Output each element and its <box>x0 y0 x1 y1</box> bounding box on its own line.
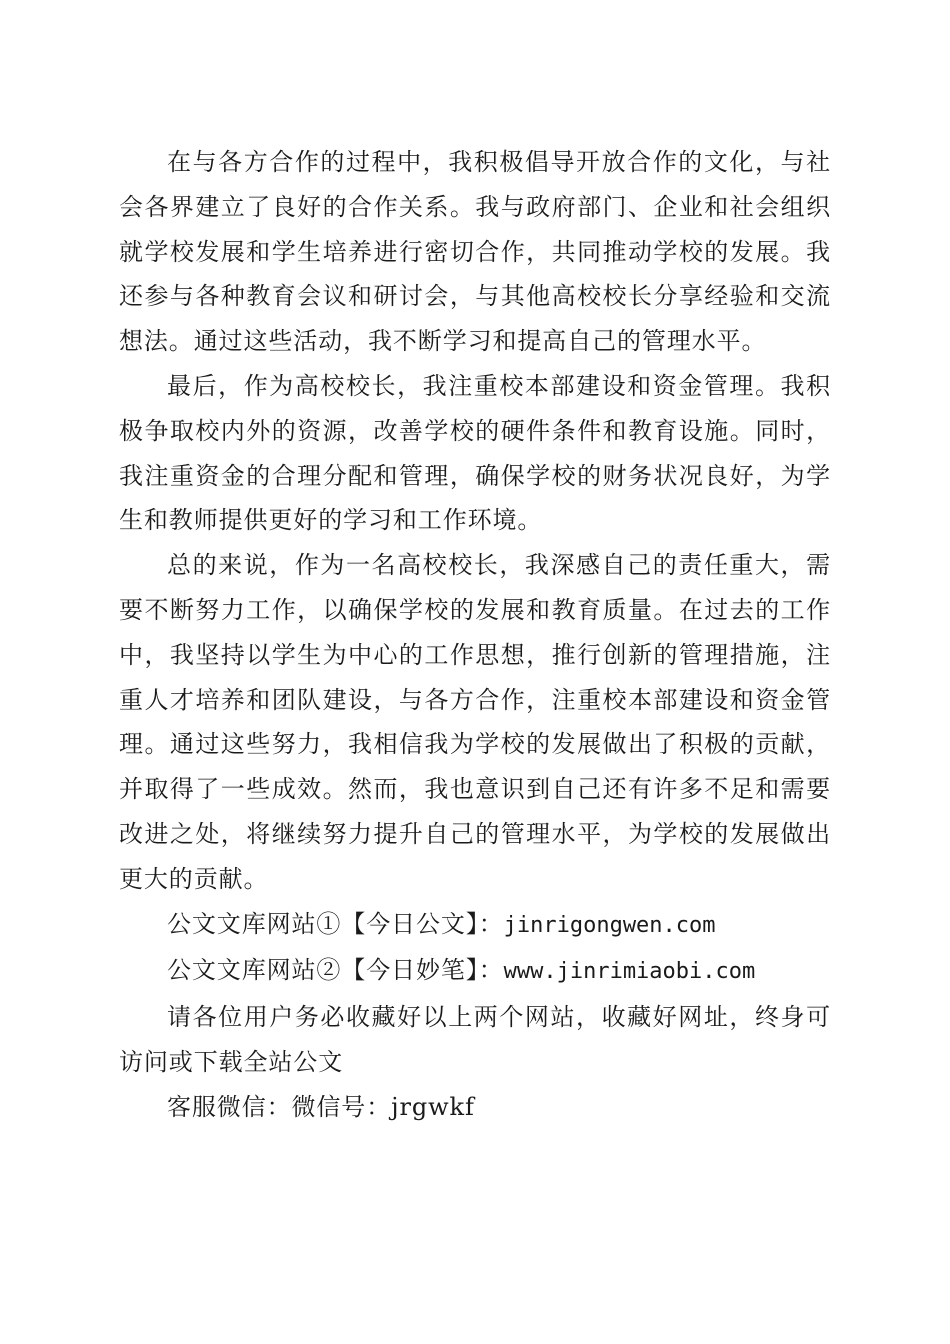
paragraph-summary: 总的来说，作为一名高校校长，我深感自己的责任重大，需要不断努力工作，以确保学校的发展和教育质量。在过去的工作中，我坚持以学生为中心的工作思想，推行创新的管理措施，注重人才培养和团队建设，与各方合作，注重校本部建设和资金管理。通过这些努力，我相信我为学校的发展做出了积极的贡献，并取得了一些成效。然而，我也意识到自己还有许多不足和需要改进之处，将继续努力提升自己的管理水平，为学校的发展做出更大的贡献。 <box>119 551 831 893</box>
site-2-label: 公文文库网站②【今日妙笔】： <box>167 956 504 985</box>
site-1-label: 公文文库网站①【今日公文】： <box>167 909 504 938</box>
site-2-link[interactable]: www.jinrimiaobi.com <box>503 959 756 985</box>
footer-service: 客服微信：微信号：jrgwkf <box>167 1092 475 1121</box>
paragraph-cooperation: 在与各方合作的过程中，我积极倡导开放合作的文化，与社会各界建立了良好的合作关系。我与政府部门、企业和社会组织就学校发展和学生培养进行密切合作，共同推动学校的发展。我还参与各种教育会议和研讨会，与其他高校校长分享经验和交流想法。通过这些活动，我不断学习和提高自己的管理水平。 <box>119 148 831 356</box>
document-page <box>119 140 831 1130</box>
footer-site-2 <box>119 948 831 995</box>
paragraph-funding: 最后，作为高校校长，我注重校本部建设和资金管理。我积极争取校内外的资源，改善学校的硬件条件和教育设施。同时，我注重资金的合理分配和管理，确保学校的财务状况良好，为学生和教师提供更好的学习和工作环境。 <box>119 371 831 535</box>
footer-site-1 <box>119 902 831 949</box>
site-1-link[interactable]: jinrigongwen.com <box>503 912 716 938</box>
footer-notice: 请各位用户务必收藏好以上两个网站，收藏好网址，终身可访问或下载全站公文 <box>119 1003 831 1076</box>
